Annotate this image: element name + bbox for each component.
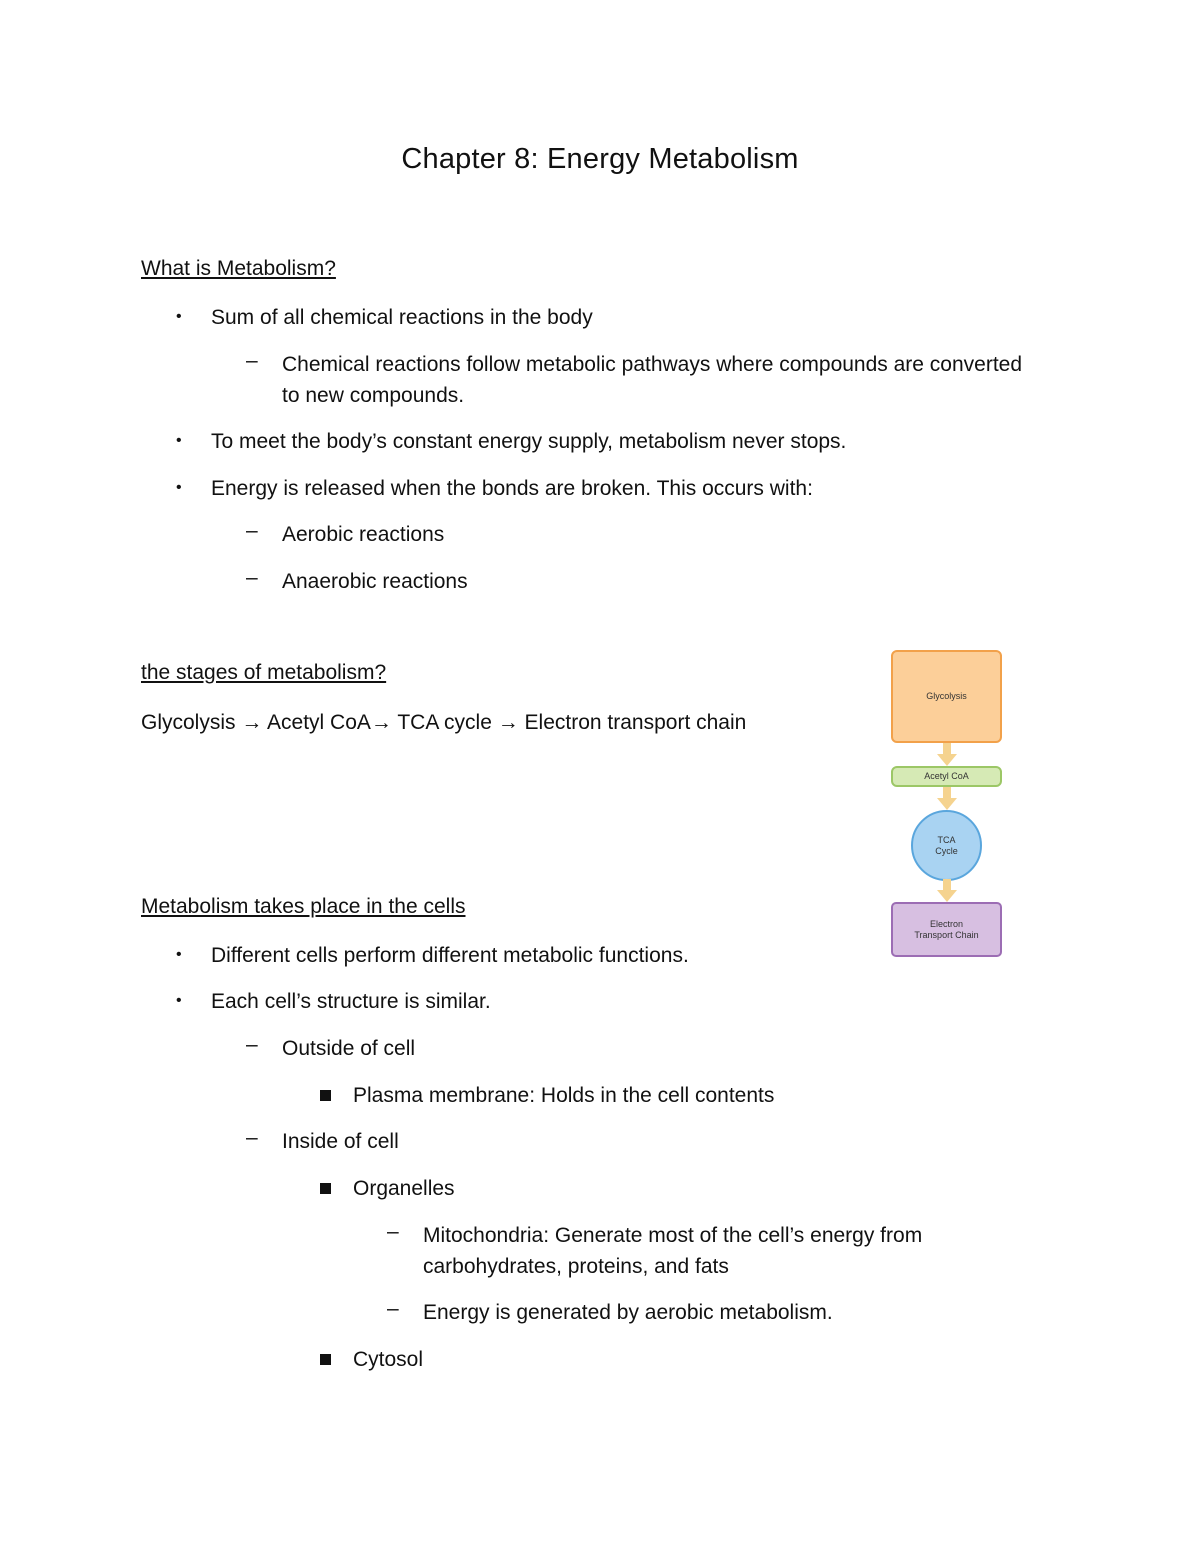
list-item: Plasma membrane: Holds in the cell contents: [353, 1084, 775, 1107]
electron-transport-chain-box: Electron Transport Chain: [891, 902, 1002, 957]
bullet-icon: •: [176, 308, 182, 325]
list-item: Outside of cell: [282, 1037, 416, 1060]
glycolysis-box: Glycolysis: [891, 650, 1002, 743]
bullet-icon: •: [176, 432, 182, 449]
square-bullet-icon: [320, 1354, 331, 1365]
dash-icon: –: [246, 1033, 258, 1056]
bullet-icon: •: [176, 946, 182, 963]
list-item: Mitochondria: Generate most of the cell’s energy from: [423, 1224, 923, 1247]
list-item: Cytosol: [353, 1348, 424, 1371]
arrow-down-icon: [935, 787, 959, 811]
list-item-continuation: carbohydrates, proteins, and fats: [423, 1255, 729, 1278]
square-bullet-icon: [320, 1183, 331, 1194]
list-item: To meet the body’s constant energy supply, metabolism never stops.: [211, 430, 847, 453]
list-item: Organelles: [353, 1177, 455, 1200]
arrow-down-icon: [935, 743, 959, 767]
list-item: Chemical reactions follow metabolic pathways where compounds are converted: [282, 353, 1023, 376]
section-heading-stages: the stages of metabolism?: [141, 661, 387, 684]
dash-icon: –: [246, 566, 258, 589]
acetyl-coa-box: Acetyl CoA: [891, 766, 1002, 787]
dash-icon: –: [387, 1297, 399, 1320]
list-item-continuation: to new compounds.: [282, 384, 465, 407]
list-item: Anaerobic reactions: [282, 570, 468, 593]
list-item: Each cell’s structure is similar.: [211, 990, 491, 1013]
page-title: Chapter 8: Energy Metabolism: [401, 143, 799, 175]
section-heading-what-is-metabolism: What is Metabolism?: [141, 257, 336, 280]
section-heading-cells: Metabolism takes place in the cells: [141, 895, 466, 918]
stages-sequence: Glycolysis → Acetyl CoA→ TCA cycle → Electron transport chain: [141, 711, 747, 734]
list-item: Sum of all chemical reactions in the body: [211, 306, 593, 329]
bullet-icon: •: [176, 992, 182, 1009]
dash-icon: –: [246, 519, 258, 542]
list-item: Inside of cell: [282, 1130, 399, 1153]
list-item: Different cells perform different metabolic functions.: [211, 944, 689, 967]
dash-icon: –: [246, 1126, 258, 1149]
tca-cycle-circle: TCA Cycle: [911, 810, 982, 881]
list-item: Energy is released when the bonds are broken. This occurs with:: [211, 477, 813, 500]
dash-icon: –: [246, 349, 258, 372]
bullet-icon: •: [176, 479, 182, 496]
square-bullet-icon: [320, 1090, 331, 1101]
list-item: Aerobic reactions: [282, 523, 445, 546]
arrow-down-icon: [935, 879, 959, 903]
list-item: Energy is generated by aerobic metabolism.: [423, 1301, 833, 1324]
dash-icon: –: [387, 1220, 399, 1243]
